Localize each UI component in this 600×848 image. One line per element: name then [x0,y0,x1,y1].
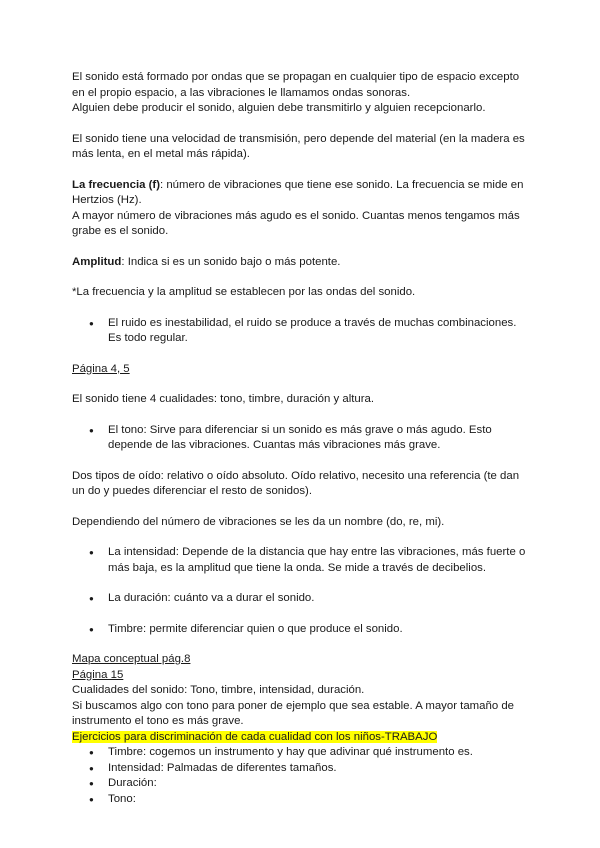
paragraph-ear-types: Dos tipos de oído: relativo o oído absoluto. Oído relativo, necesito una referencia (te dan un do y puedes diferenciar el resto de sonidos). [72,469,520,497]
bullet-list-timbre [72,622,528,638]
list-item: ● Intensidad: Palmadas de diferentes tamaños. [72,761,528,777]
section-heading-page-15: Página 15 [72,668,124,681]
section-heading-page-4-5: Página 4, 5 [72,362,130,375]
paragraph-transmission-speed: El sonido tiene una velocidad de transmisión, pero depende del material (en la madera es más lenta, en el metal más rápida). [72,132,525,160]
paragraph-qualities: El sonido tiene 4 cualidades: tono, timbre, duración y altura. [72,393,375,405]
bullet-list-tone [72,423,528,454]
document-page [72,70,528,807]
paragraph-sound-waves: El sonido está formado por ondas que se propagan en cualquier tipo de espacio excepto en el propio espacio, a las vibraciones le llamamos ondas sonoras. [72,71,520,99]
list-item: ● Duración: [72,776,528,792]
section-heading-concept-map: Mapa conceptual pág.8 [72,653,191,665]
list-item: ● Tono: [72,792,528,808]
list-item: ● El tono: Sirve para diferenciar si un sonido es más grave o más agudo. Esto depende de las vibraciones. Cuantas más vibraciones más grave. [72,423,528,454]
bullet-list-intensity [72,545,528,576]
list-item: ● La intensidad: Depende de la distancia que hay entre las vibraciones, más fuerte o más baja, es la amplitud que tiene la onda. Se mide a través de decibelios. [72,545,528,576]
paragraph-sound-qualities: Cualidades del sonido: Tono, timbre, intensidad, duración. [72,684,365,696]
paragraph-note-names: Dependiendo del número de vibraciones se les da un nombre (do, re, mi). [72,515,445,528]
paragraph-note: *La frecuencia y la amplitud se establecen por las ondas del sonido. [72,286,416,298]
bullet-list-noise [72,316,528,347]
exercise-list [72,745,528,807]
bullet-list-duration [72,591,528,607]
paragraph-frequency: La frecuencia (f): número de vibraciones que tiene ese sonido. La frecuencia se mide en Hertzios (Hz). [72,178,524,206]
frequency-term: La frecuencia (f) [72,178,160,191]
list-item: ● La duración: cuánto va a durar el sonido. [72,591,528,607]
list-item: ● Timbre: permite diferenciar quien o que produce el sonido. [72,622,528,638]
paragraph-amplitude: Amplitud: Indica si es un sonido bajo o más potente. [72,255,341,268]
highlighted-exercise-title: Ejercicios para discriminación de cada cualidad con los niños-TRABAJO [72,730,438,743]
list-item: ● Timbre: cogemos un instrumento y hay que adivinar qué instrumento es. [72,745,528,761]
list-item: ● El ruido es inestabilidad, el ruido se produce a través de muchas combinaciones. Es todo regular. [72,316,528,347]
paragraph-sound-chain: Alguien debe producir el sonido, alguien debe transmitirlo y alguien recepcionarlo. [72,102,486,114]
amplitude-term: Amplitud [72,255,122,268]
paragraph-tone-example: Si buscamos algo con tono para poner de ejemplo que sea estable. A mayor tamaño de instrumento el tono es más grave. [72,699,514,727]
paragraph-frequency-detail: A mayor número de vibraciones más agudo es el sonido. Cuantas menos tengamos más grabe es el sonido. [72,209,520,237]
